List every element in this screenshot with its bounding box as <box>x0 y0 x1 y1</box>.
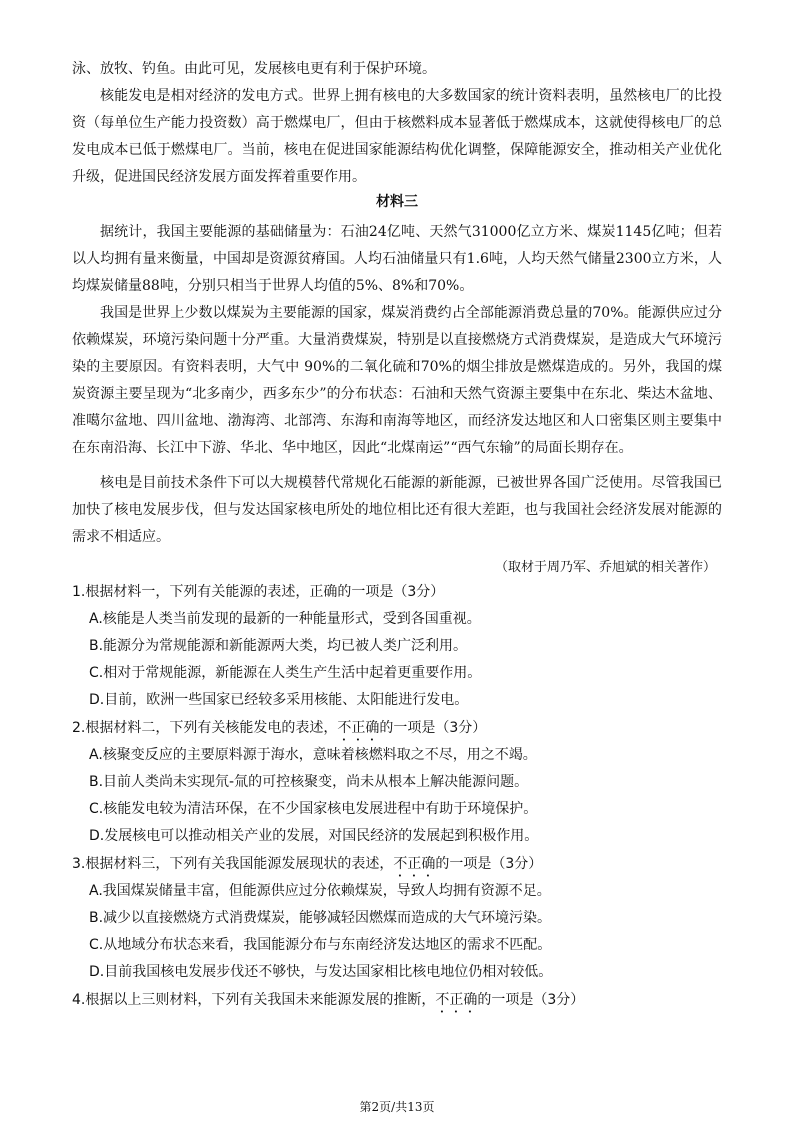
question-3-emphasis: 不正确 <box>393 856 436 872</box>
page-footer: 第2页/共13页 <box>359 1100 435 1114</box>
question-2-stem-tail: 的一项是（3分） <box>379 720 487 736</box>
material3-paragraph-1: 据统计，我国主要能源的基础储量为：石油24亿吨、天然气31000亿立方米、煤炭1145亿吨；但若以人均拥有量来衡量，中国却是资源贫瘠国。人均石油储量只有1.6吨，人均天然气储量2300立方米，人均煤炭储量88吨，分别只相当于世界人均值的5%、8%和70%。 <box>72 224 722 294</box>
question-2-emphasis: 不正确 <box>337 720 380 736</box>
question-3-stem <box>72 852 542 880</box>
question-2-option-d: D.发展核电可以推动相关产业的发展，对国民经济的发展起到积极作用。 <box>89 828 539 844</box>
question-1-stem-text: 1.根据材料一，下列有关能源的表述，正确的一项是（3分） <box>72 584 445 600</box>
material2-paragraph-2: 核能发电是相对经济的发电方式。世界上拥有核电的大多数国家的统计资料表明，虽然核电厂的比投资（每单位生产能力投资数）高于燃煤电厂，但由于核燃料成本显著低于燃煤成本，这就使得核电厂的总发电成本已低于燃煤电厂。当前，核电在促进国家能源结构优化调整，保障能源安全，推动相关产业优化升级，促进国民经济发展方面发挥着重要作用。 <box>72 88 722 185</box>
question-1-option-a: A.核能是人类当前发现的最新的一种能量形式，受到各国重视。 <box>89 611 481 627</box>
question-3-stem-tail: 的一项是（3分） <box>435 856 543 872</box>
question-2-stem <box>72 716 486 744</box>
question-4-stem <box>72 988 584 1016</box>
question-4-stem-text: 4.根据以上三则材料，下列有关我国未来能源发展的推断， <box>72 992 436 1008</box>
question-2-option-b: B.目前人类尚未实现氘-氚的可控核聚变，尚未从根本上解决能源问题。 <box>89 774 529 790</box>
question-4-stem-tail: 的一项是（3分） <box>477 992 585 1008</box>
question-3-option-c: C.从地域分布状态来看，我国能源分布与东南经济发达地区的需求不匹配。 <box>89 937 552 953</box>
source-citation: （取材于周乃军、乔旭斌的相关著作） <box>494 560 716 575</box>
question-2-stem-text: 2.根据材料二，下列有关核能发电的表述， <box>72 720 338 736</box>
question-4-emphasis: 不正确 <box>435 992 478 1008</box>
material2-paragraph-tail: 泳、放牧、钓鱼。由此可见，发展核电更有利于保护环境。 <box>72 61 436 77</box>
material3-heading: 材料三 <box>376 194 418 210</box>
question-3-option-b: B.减少以直接燃烧方式消费煤炭，能够减轻因燃煤而造成的大气环境污染。 <box>89 910 552 926</box>
question-1-option-b: B.能源分为常规能源和新能源两大类，均已被人类广泛利用。 <box>89 638 468 654</box>
question-1-stem <box>72 580 444 604</box>
question-2-option-c: C.核能发电较为清洁环保，在不少国家核电发展进程中有助于环境保护。 <box>89 801 538 817</box>
question-1-option-d: D.目前，欧洲一些国家已经较多采用核能、太阳能进行发电。 <box>89 692 469 708</box>
question-1-option-c: C.相对于常规能源，新能源在人类生产生活中起着更重要作用。 <box>89 665 482 681</box>
question-3-option-d: D.目前我国核电发展步伐还不够快，与发达国家相比核电地位仍相对较低。 <box>89 964 553 980</box>
question-3-option-a: A.我国煤炭储量丰富，但能源供应过分依赖煤炭，导致人均拥有资源不足。 <box>89 883 551 899</box>
material3-paragraph-3: 核电是目前技术条件下可以大规模替代常规化石能源的新能源，已被世界各国广泛使用。尽管我国已加快了核电发展步伐，但与发达国家核电所处的地位相比还有很大差距，也与我国社会经济发展对能源的需求不相适应。 <box>72 475 722 545</box>
question-3-stem-text: 3.根据材料三，下列有关我国能源发展现状的表述， <box>72 856 394 872</box>
material3-paragraph-2: 我国是世界上少数以煤炭为主要能源的国家，煤炭消费约占全部能源消费总量的70%。能源供应过分依赖煤炭，环境污染问题十分严重。大量消费煤炭，特别是以直接燃烧方式消费煤炭，是造成大气环境污染的主要原因。有资料表明，大气中 90%的二氧化硫和70%的烟尘排放是燃煤造成的。另外，我国的煤炭资源主要呈现为“北多南少，西多东少”的分布状态：石油和天然气资源主要集中在东北、柴达木盆地、准噶尔盆地、四川盆地、渤海湾、北部湾、东海和南海等地区，而经济发达地区和人口密集区则主要集中在东南沿海、长江中下游、华北、华中地区，因此“北煤南运”“西气东输”的局面长期存在。 <box>72 305 722 456</box>
question-2-option-a: A.核聚变反应的主要原料源于海水，意味着核燃料取之不尽，用之不竭。 <box>89 747 537 763</box>
